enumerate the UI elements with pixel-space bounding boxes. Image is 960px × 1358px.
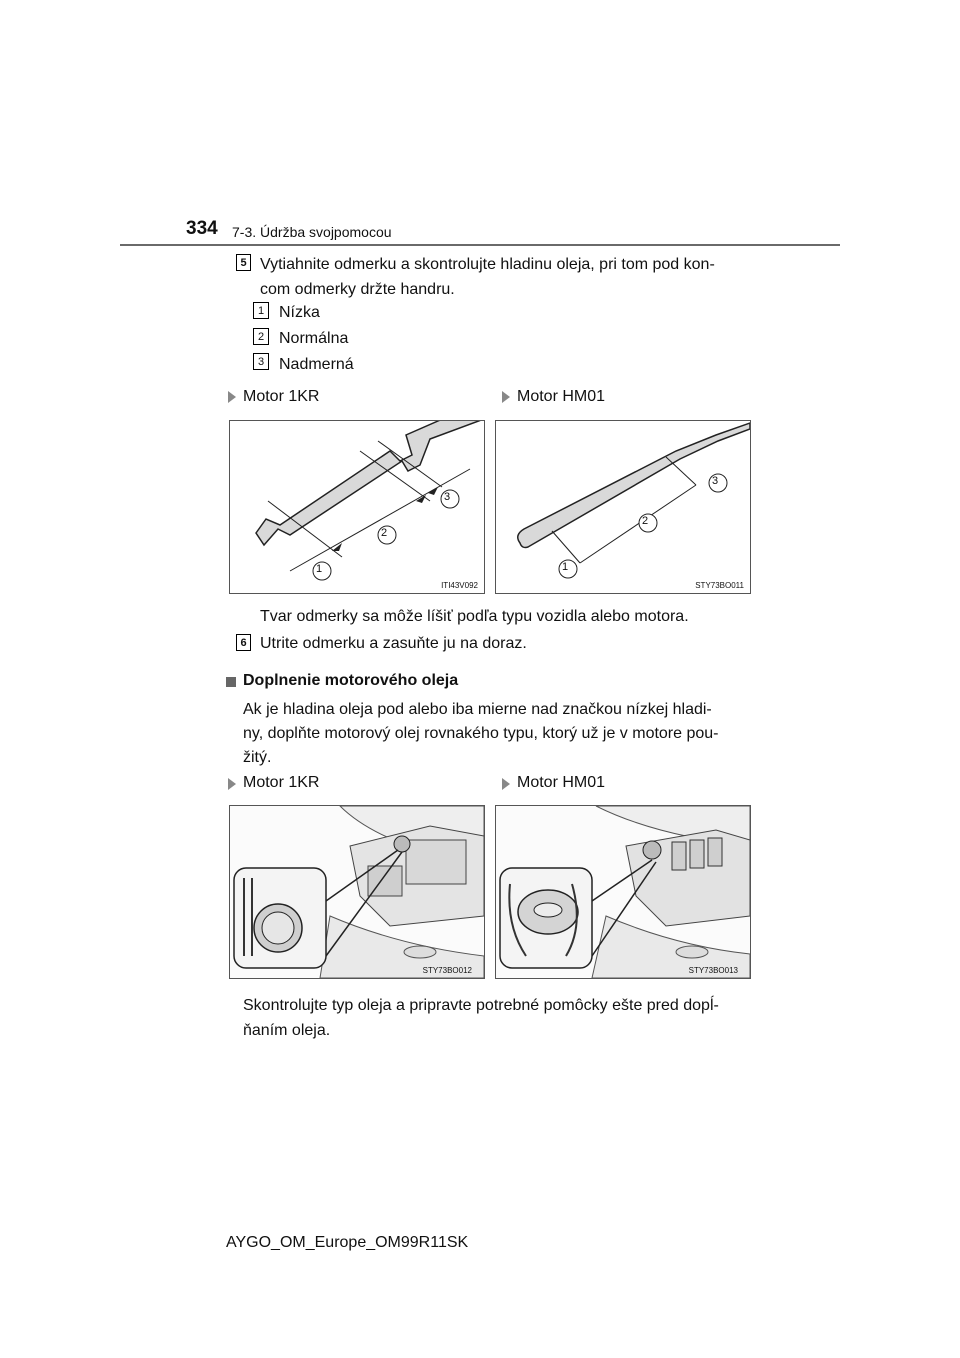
dipstick-illustration-1kr xyxy=(230,421,484,593)
callout-2: 2 xyxy=(642,515,649,527)
dipstick-figure-1kr xyxy=(229,420,485,594)
engine-bay-figure-1kr xyxy=(229,805,485,979)
figure-label-hm01: Motor HM01 xyxy=(517,774,606,791)
triangle-bullet-icon xyxy=(228,391,236,403)
final-text-line2: ňaním oleja. xyxy=(243,1022,331,1039)
dipstick-shape-note: Tvar odmerky sa môže líšiť podľa typu vozidla alebo motora. xyxy=(260,608,689,625)
item-number-2: 2 xyxy=(253,328,269,345)
refill-heading: Doplnenie motorového oleja xyxy=(243,672,459,689)
callout-2: 2 xyxy=(381,527,388,539)
refill-text-line2: ny, doplňte motorový olej rovnakého typu, ktorý už je v motore pou- xyxy=(243,725,719,742)
triangle-bullet-icon xyxy=(228,778,236,790)
callout-1: 1 xyxy=(562,561,569,573)
step6-text: Utrite odmerku a zasuňte ju na doraz. xyxy=(260,635,527,652)
section-title: 7-3. Údržba svojpomocou xyxy=(232,224,392,240)
callout-3: 3 xyxy=(444,491,451,503)
figure-label-1kr: Motor 1KR xyxy=(243,388,320,405)
figure-code: STY73BO012 xyxy=(422,966,472,975)
step-marker-6: 6 xyxy=(236,634,251,651)
figure-label-hm01: Motor HM01 xyxy=(517,388,606,405)
dipstick-figure-hm01 xyxy=(495,420,751,594)
final-text-line1: Skontrolujte typ oleja a pripravte potrebné pomôcky ešte pred dopĺ- xyxy=(243,997,719,1014)
item-label-normal: Normálna xyxy=(279,330,349,347)
item-label-low: Nízka xyxy=(279,304,320,321)
item-number-1: 1 xyxy=(253,302,269,319)
engine-bay-illustration-1kr xyxy=(230,806,484,978)
step-marker-5: 5 xyxy=(236,254,251,271)
step5-text-line2: com odmerky držte handru. xyxy=(260,281,455,298)
callout-1: 1 xyxy=(316,563,323,575)
figure-label-1kr: Motor 1KR xyxy=(243,774,320,791)
item-label-excessive: Nadmerná xyxy=(279,356,354,373)
footer-document-id: AYGO_OM_Europe_OM99R11SK xyxy=(226,1234,469,1251)
callout-3: 3 xyxy=(712,475,719,487)
figure-code: ITI43V092 xyxy=(441,581,478,590)
engine-bay-figure-hm01 xyxy=(495,805,751,979)
figure-code: STY73BO013 xyxy=(688,966,738,975)
triangle-bullet-icon xyxy=(502,391,510,403)
section-square-icon xyxy=(226,677,236,687)
figure-code: STY73BO011 xyxy=(695,581,744,590)
item-number-3: 3 xyxy=(253,353,269,370)
step5-text-line1: Vytiahnite odmerku a skontrolujte hladinu oleja, pri tom pod kon- xyxy=(260,256,715,273)
refill-text-line3: žitý. xyxy=(243,749,272,766)
page-number: 334 xyxy=(186,218,218,239)
refill-text-line1: Ak je hladina oleja pod alebo iba mierne nad značkou nízkej hladi- xyxy=(243,701,712,718)
triangle-bullet-icon xyxy=(502,778,510,790)
engine-bay-illustration-hm01 xyxy=(496,806,750,978)
header-divider xyxy=(120,244,840,246)
dipstick-illustration-hm01 xyxy=(496,421,750,593)
